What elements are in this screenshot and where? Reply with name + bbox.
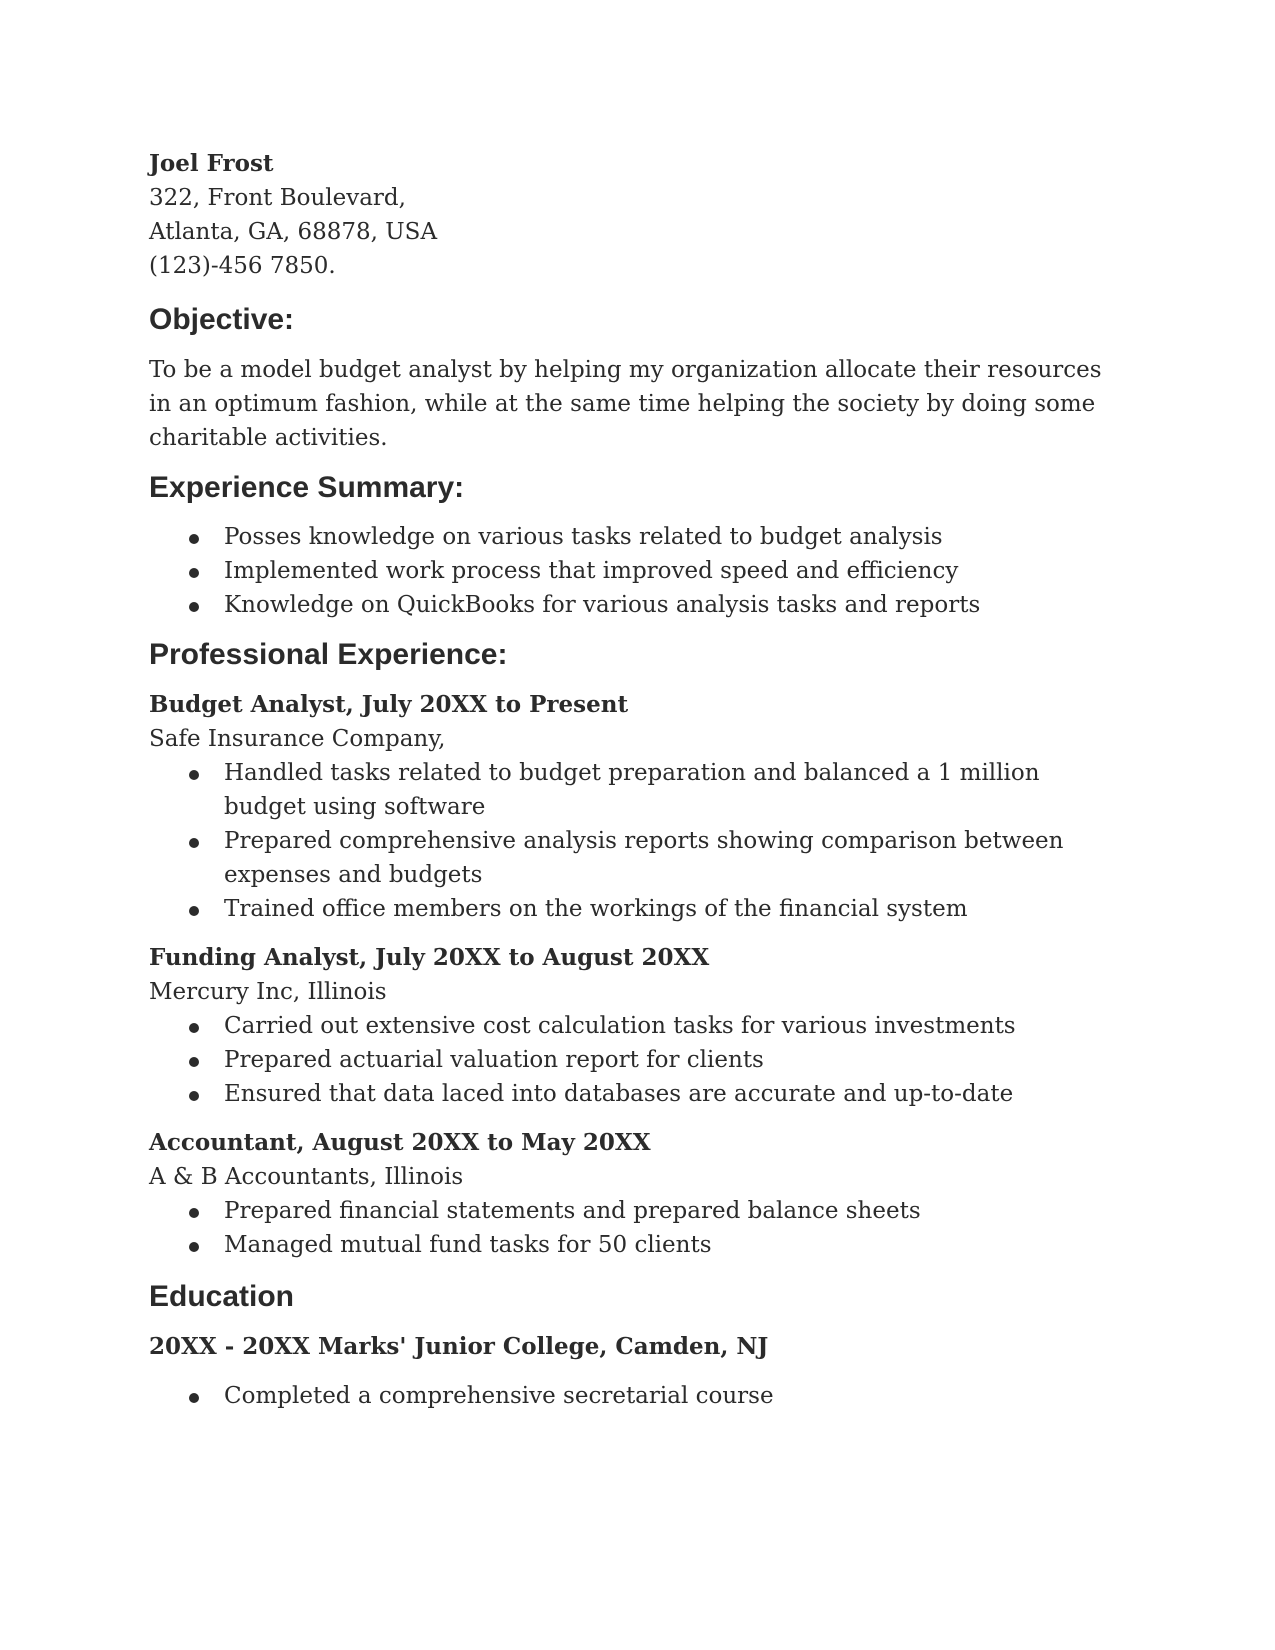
summary-item-text: Knowledge on QuickBooks for various analysis tasks and reports <box>224 592 981 618</box>
duty-text: Prepared actuarial valuation report for clients <box>224 1047 764 1073</box>
bullet-icon <box>189 1023 199 1033</box>
bullet-icon <box>189 1208 199 1218</box>
experience-summary-list <box>149 520 1129 622</box>
contact-block <box>149 147 1129 283</box>
education-heading: Education <box>149 1280 295 1313</box>
job-title: Accountant, August 20XX to May 20XX <box>149 1129 651 1156</box>
summary-item-text: Posses knowledge on various tasks related to budget analysis <box>224 524 943 550</box>
education-item-text: Completed a comprehensive secretarial course <box>224 1383 774 1409</box>
list-item <box>149 1009 1124 1043</box>
job-duties-list <box>149 1194 1129 1262</box>
job-duties-list <box>149 1009 1129 1111</box>
resume-page <box>149 147 1129 1413</box>
list-item <box>149 588 1124 622</box>
list-item <box>149 1194 1124 1228</box>
job-company: A & B Accountants, Illinois <box>149 1164 464 1190</box>
bullet-icon <box>189 770 199 780</box>
bullet-icon <box>189 838 199 848</box>
bullet-icon <box>189 602 199 612</box>
contact-name: Joel Frost <box>149 150 274 177</box>
duty-text: Handled tasks related to budget preparation and balanced a 1 million budget using software <box>224 760 1040 820</box>
experience-summary-heading: Experience Summary: <box>149 471 465 504</box>
job-title: Funding Analyst, July 20XX to August 20XX <box>149 944 710 971</box>
job-company: Mercury Inc, Illinois <box>149 979 387 1005</box>
objective-text: To be a model budget analyst by helping my organization allocate their resources in an optimum fashion, while at the same time helping the society by doing some charitable activities. <box>149 357 1102 451</box>
address-line-1: 322, Front Boulevard, <box>149 185 406 211</box>
job-company: Safe Insurance Company, <box>149 726 446 752</box>
duty-text: Carried out extensive cost calculation tasks for various investments <box>224 1013 1016 1039</box>
list-item <box>149 892 1124 926</box>
objective-heading: Objective: <box>149 303 295 336</box>
job-entry <box>149 688 1129 926</box>
phone-number: (123)-456 7850. <box>149 253 336 279</box>
bullet-icon <box>189 568 199 578</box>
job-title: Budget Analyst, July 20XX to Present <box>149 691 629 718</box>
professional-experience-heading: Professional Experience: <box>149 638 508 671</box>
list-item <box>149 1077 1124 1111</box>
list-item <box>149 824 1124 892</box>
education-entry-title: 20XX - 20XX Marks' Junior College, Camden, NJ <box>149 1333 769 1360</box>
job-entry <box>149 1126 1129 1262</box>
duty-text: Ensured that data laced into databases are accurate and up-to-date <box>224 1081 1014 1107</box>
list-item <box>149 1228 1124 1262</box>
list-item <box>149 1043 1124 1077</box>
bullet-icon <box>189 1242 199 1252</box>
bullet-icon <box>189 906 199 916</box>
bullet-icon <box>189 534 199 544</box>
duty-text: Prepared financial statements and prepared balance sheets <box>224 1198 921 1224</box>
bullet-icon <box>189 1057 199 1067</box>
list-item <box>149 1379 1124 1413</box>
duty-text: Managed mutual fund tasks for 50 clients <box>224 1232 712 1258</box>
education-list <box>149 1379 1129 1413</box>
summary-item-text: Implemented work process that improved speed and efficiency <box>224 558 959 584</box>
job-entry <box>149 941 1129 1111</box>
job-duties-list <box>149 756 1129 926</box>
duty-text: Trained office members on the workings of the financial system <box>224 896 968 922</box>
address-line-2: Atlanta, GA, 68878, USA <box>149 219 438 245</box>
list-item <box>149 756 1124 824</box>
list-item <box>149 554 1124 588</box>
bullet-icon <box>189 1091 199 1101</box>
duty-text: Prepared comprehensive analysis reports showing comparison between expenses and budgets <box>224 828 1064 888</box>
bullet-icon <box>189 1393 199 1403</box>
list-item <box>149 520 1124 554</box>
